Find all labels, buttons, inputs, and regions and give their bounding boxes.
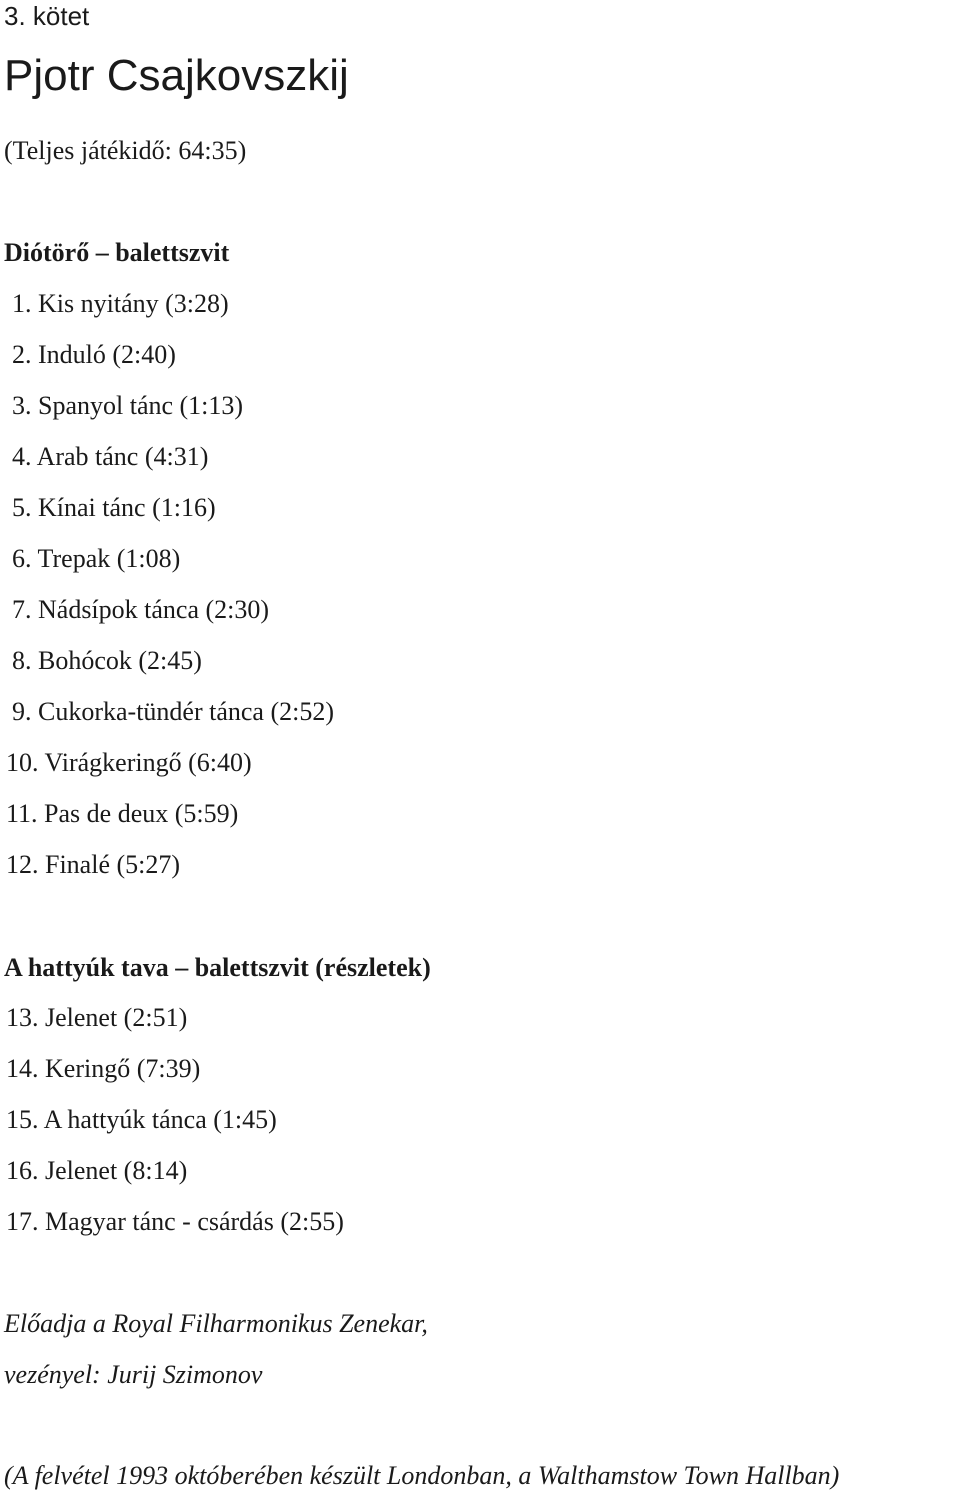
track-item: 1. Kis nyitány (3:28) xyxy=(12,289,229,318)
track-item: 12. Finalé (5:27) xyxy=(6,850,181,879)
section-heading-nutcracker: Diótörő – balettszvit xyxy=(4,238,230,267)
track-item: 13. Jelenet (2:51) xyxy=(6,1003,188,1032)
performer-credit: Előadja a Royal Filharmonikus Zenekar, xyxy=(4,1309,428,1338)
track-item: 17. Magyar tánc - csárdás (2:55) xyxy=(6,1207,344,1236)
volume-label: 3. kötet xyxy=(4,1,90,31)
track-item: 2. Induló (2:40) xyxy=(12,340,176,369)
total-runtime: (Teljes játékidő: 64:35) xyxy=(4,136,247,165)
track-item: 4. Arab tánc (4:31) xyxy=(12,442,209,471)
track-item: 9. Cukorka-tündér tánca (2:52) xyxy=(12,697,335,726)
track-item: 8. Bohócok (2:45) xyxy=(12,646,202,675)
track-item: 5. Kínai tánc (1:16) xyxy=(12,493,216,522)
section-heading-swan-lake: A hattyúk tava – balettszvit (részletek) xyxy=(4,953,431,982)
track-item: 15. A hattyúk tánca (1:45) xyxy=(6,1105,277,1134)
track-item: 16. Jelenet (8:14) xyxy=(6,1156,188,1185)
track-item: 3. Spanyol tánc (1:13) xyxy=(12,391,244,420)
track-item: 11. Pas de deux (5:59) xyxy=(6,799,239,828)
composer-title: Pjotr Csajkovszkij xyxy=(4,51,349,100)
conductor-credit: vezényel: Jurij Szimonov xyxy=(4,1360,263,1389)
recording-note: (A felvétel 1993 októberében készült Londonban, a Walthamstow Town Hallban) xyxy=(4,1461,840,1490)
track-item: 14. Keringő (7:39) xyxy=(6,1054,201,1083)
track-item: 6. Trepak (1:08) xyxy=(12,544,181,573)
track-item: 7. Nádsípok tánca (2:30) xyxy=(12,595,270,624)
track-item: 10. Virágkeringő (6:40) xyxy=(6,748,252,777)
